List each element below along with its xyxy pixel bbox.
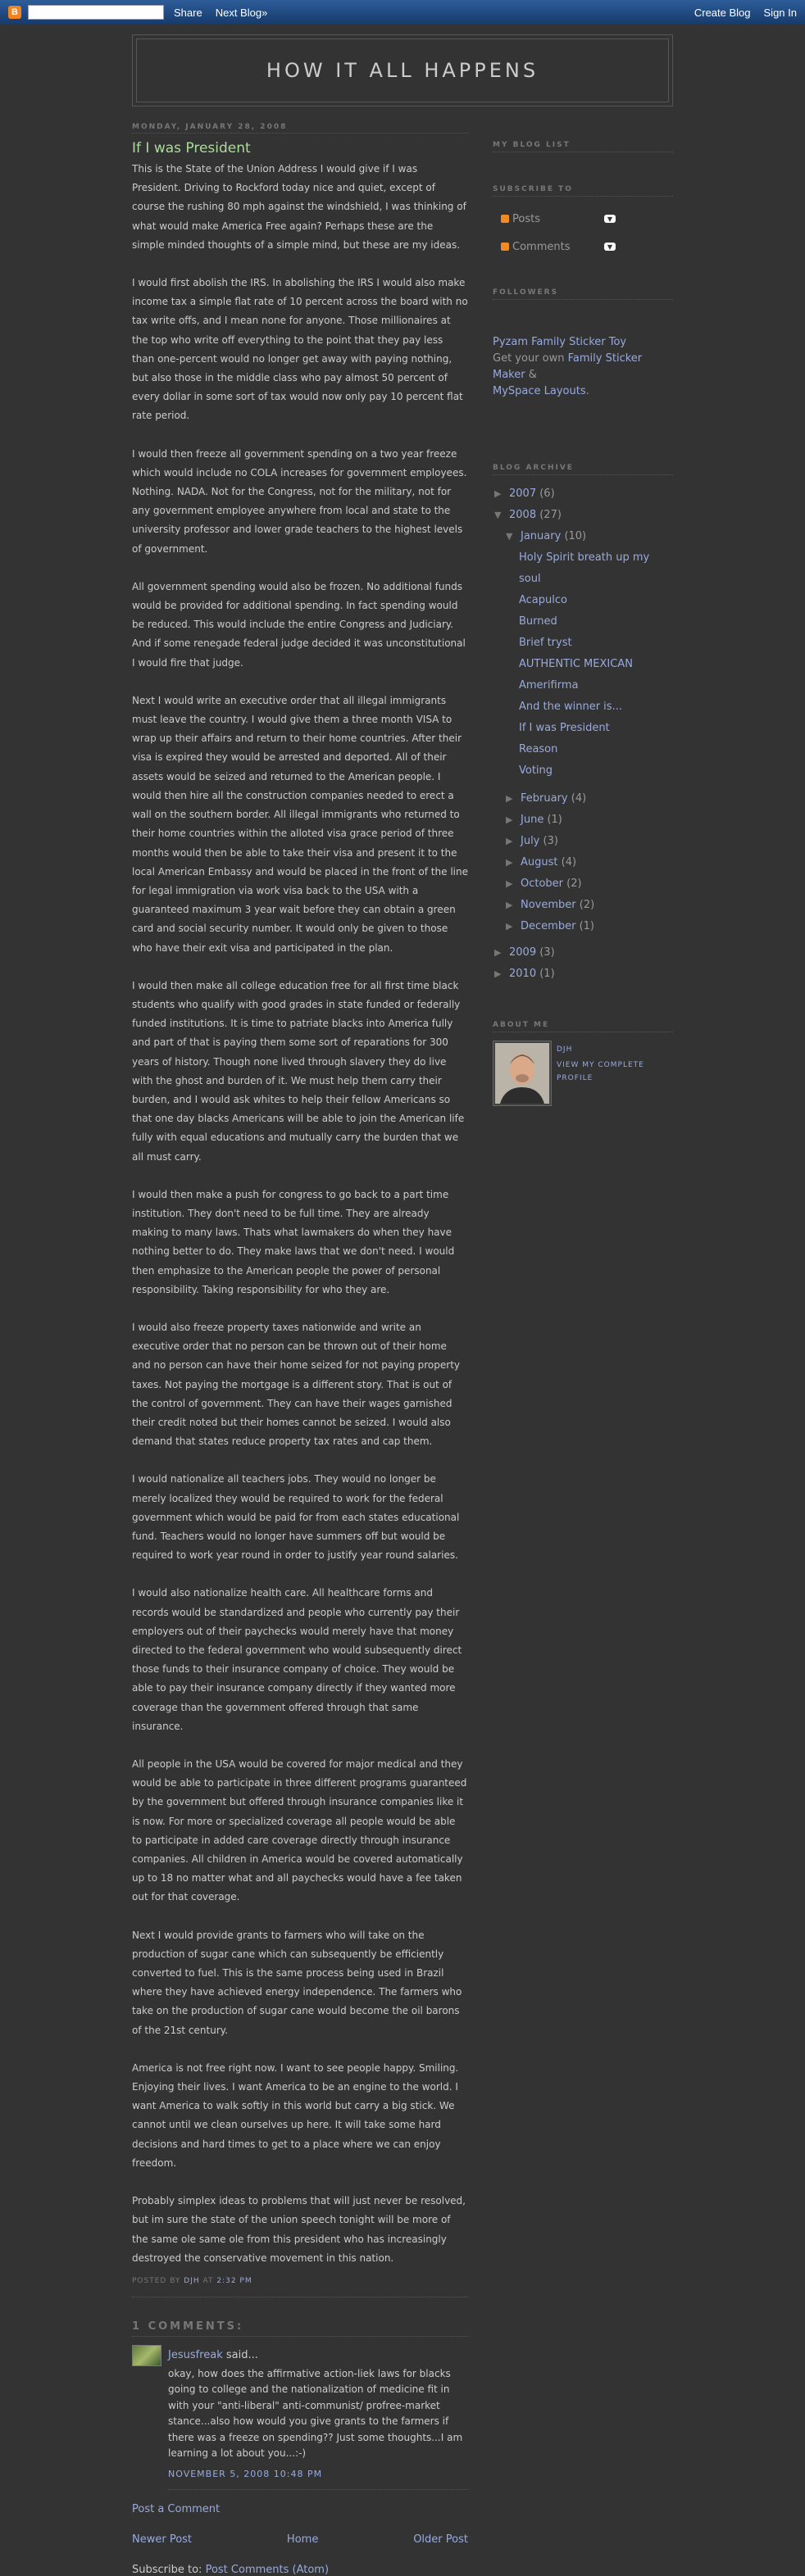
- archive-month-link[interactable]: July: [521, 835, 540, 847]
- comment-author-link[interactable]: Jesusfreak: [168, 2348, 223, 2361]
- archive-month: [493, 788, 673, 810]
- archive-month-link[interactable]: August: [521, 856, 558, 868]
- post-date: MONDAY, JANUARY 28, 2008: [132, 123, 468, 134]
- expand-arrow-icon[interactable]: ▶: [494, 488, 502, 499]
- archive-tree: [493, 483, 673, 985]
- archive-month: [493, 916, 673, 937]
- post-paragraph: I would then make all college education free for all first time black students who qualify with good grades in state funded or federally funded institutions. It is time to patriate blacks into America fully and part of that is paying them some sort of reparations for 300 years of history. Though none lived through slavery they do live with the ghost and burden of it. We must help them carry their burden, and I would ask whites to help their fellow Americans so that one day blacks Americans will be able to join the American life fully with equal educations and mutually carry the burden that we all must carry.: [132, 979, 465, 1163]
- post-time-link[interactable]: 2:32 PM: [216, 2276, 252, 2285]
- home-link[interactable]: Home: [286, 2533, 319, 2546]
- posted-at-label: AT: [202, 2276, 214, 2285]
- expand-arrow-icon[interactable]: ▶: [506, 814, 513, 825]
- post-paragraph: Next I would provide grants to farmers who will take on the production of sugar cane which can subsequently be efficiently converted to fuel. This is the same process being used in Brazil where they have achieved energy independence. The farmers who take on the production of sugar cane would become the oil barons of the 21st century.: [132, 1929, 462, 2036]
- comments-heading: 1 COMMENTS:: [132, 2320, 468, 2337]
- archive-month-january: [493, 526, 673, 547]
- commenter-avatar[interactable]: [132, 2345, 161, 2366]
- post-body: [132, 160, 468, 2268]
- archive-count: (2): [566, 878, 582, 890]
- create-blog-link[interactable]: Create Blog: [694, 6, 751, 19]
- dropdown-arrow-icon[interactable]: ▼: [604, 215, 616, 223]
- post-paragraph: All people in the USA would be covered for major medical and they would be able to participate in three different programs guaranteed by the government but offered through insurance companies like it is now. For more or specialized coverage all people would be able to participate in added care coverage directly through insurance companies. All children in America would be covered automatically up to 18 no matter what and all paychecks would have a fee taken out for that coverage.: [132, 1758, 467, 1903]
- archive-count: (27): [539, 509, 562, 521]
- archive-count: (1): [539, 968, 555, 980]
- archive-count: (6): [539, 488, 555, 500]
- archive-month-link[interactable]: October: [521, 878, 564, 890]
- about-name-link[interactable]: DJH: [557, 1045, 573, 1054]
- archive-post-link[interactable]: AUTHENTIC MEXICAN: [519, 658, 633, 670]
- next-blog-link[interactable]: Next Blog»: [215, 6, 268, 19]
- post-paragraph: I would then freeze all government spending on a two year freeze which would include no COLA increases for government employees. Nothing. NADA. Not for the Congress, not for the military, not for any government employee anywhere from local and state to the university professor and lower grade teachers to the highest levels of government.: [132, 447, 467, 555]
- post-paragraph: Next I would write an executive order that all illegal immigrants must leave the country. I would give them a three month VISA to wrap up their affairs and return to their home countries. After their visa is expired they would be arrested and deported. All of their assets would be seized and returned to the American people. I would then hire all the construction companies needed to erect a wall on the southern border. All illegal immigrants who returned to their home countries within the alloted visa grace period of three months would then be able to take their visa and present it to the local American Embassy and would be placed in the front of the line for legal immigration via work visa back to the USA with a guaranteed maximum 3 year wait before they can obtain a green card and social security number. It would only be given to those who have their exit visa and participated in the plan.: [132, 694, 468, 954]
- myspace-layouts-link[interactable]: MySpace Layouts: [493, 385, 586, 397]
- archive-year-link[interactable]: 2008: [509, 509, 537, 521]
- comment-item: [132, 2345, 468, 2490]
- blogger-logo-icon[interactable]: B: [8, 6, 21, 19]
- subscribe-line: [132, 2564, 468, 2576]
- older-post-link[interactable]: Older Post: [413, 2533, 468, 2546]
- archive-post-link[interactable]: Acapulco: [519, 594, 567, 606]
- archive-count: (4): [571, 792, 587, 805]
- my-blog-list-widget: [493, 141, 673, 152]
- expand-arrow-icon[interactable]: ▶: [506, 793, 513, 804]
- post-a-comment-link[interactable]: Post a Comment: [132, 2502, 221, 2515]
- post-footer: [132, 2277, 468, 2297]
- archive-year-2008: [493, 505, 673, 526]
- profile-portrait-icon: [495, 1043, 549, 1104]
- post-paragraph: All government spending would also be frozen. No additional funds would be provided for additional spending. In fact spending would be reduced. This would include the entire Congress and Judiciary. And if some renegade federal judge decided it was unconstitutional I would fire that judge.: [132, 580, 466, 669]
- archive-post-link[interactable]: Voting: [519, 764, 553, 777]
- archive-month-link[interactable]: December: [521, 920, 576, 932]
- expand-arrow-icon[interactable]: ▶: [506, 878, 513, 889]
- archive-month-link[interactable]: November: [521, 899, 576, 911]
- subscribe-comments[interactable]: [493, 233, 673, 261]
- main-column: [132, 123, 468, 2576]
- collapse-arrow-icon[interactable]: ▼: [494, 510, 502, 520]
- archive-year-2010: [493, 964, 673, 985]
- comment-body: okay, how does the affirmative action-liek laws for blacks going to college and the nationalization of medicine fit in with your "anti-liberal" anti-communist/ profree-market stance...also how would you give grants to the farmers if there was a freeze on spending?? Just some thoughts...I am learning a lot about you...:-): [168, 2367, 463, 2460]
- sidebar: [493, 123, 673, 2576]
- archive-post-link[interactable]: Burned: [519, 615, 557, 628]
- archive-year-link[interactable]: 2007: [509, 488, 537, 500]
- followers-heading: FOLLOWERS: [493, 288, 673, 300]
- subscribe-widget: [493, 185, 673, 261]
- navbar-search-input[interactable]: [28, 5, 164, 20]
- ampersand-label: &: [528, 369, 537, 381]
- archive-month: [493, 810, 673, 831]
- post-author-link[interactable]: DJH: [184, 2276, 200, 2285]
- family-sticker-maker-link[interactable]: Family Sticker Maker: [493, 352, 643, 381]
- archive-count: (3): [539, 946, 555, 959]
- post-paragraph: I would first abolish the IRS. In abolishing the IRS I would also make income tax a simple flat rate of 10 percent across the board with no tax write offs, and I mean none for anyone. Those millionaires at the top who write off everything to the point that they pay less than one-percent would no longer get away with paying nothing, but also those in the middle class who pay almost 50 percent of every dollar in some sort of tax would now only pay 10 percent flat rate period.: [132, 277, 468, 422]
- about-me-links: [557, 1041, 673, 1106]
- archive-year-2007: [493, 483, 673, 505]
- follower-period: .: [585, 385, 589, 397]
- blog-archive-widget: [493, 464, 673, 985]
- subscribe-label: Subscribe to:: [132, 2563, 202, 2576]
- archive-post-link[interactable]: Amerifirma: [519, 679, 579, 692]
- comment-said-label: said...: [225, 2348, 258, 2361]
- archive-year-link[interactable]: 2010: [509, 968, 537, 980]
- my-blog-list-heading: MY BLOG LIST: [493, 141, 673, 152]
- post-paragraph: I would nationalize all teachers jobs. They would no longer be merely localized they would be required to work for the federal government which would be paid for from each states educational fund. Teachers would no longer have summers off but would be required to work year round in order to justify year round salaries.: [132, 1473, 460, 1562]
- blog-header: [132, 34, 673, 107]
- post-paragraph: America is not free right now. I want to see people happy. Smiling. Enjoying their lives. I want America to be an engine to the world. I want America to walk softly in this world but carry a big stick. We cannot until we clean ourselves up here. It will take some hard decisions and hard times to get to a place where we can enjoy freedom.: [132, 2061, 459, 2169]
- archive-post-link[interactable]: Reason: [519, 743, 558, 755]
- about-me-heading: ABOUT ME: [493, 1021, 673, 1032]
- expand-arrow-icon[interactable]: ▶: [506, 900, 513, 910]
- sign-in-link[interactable]: Sign In: [763, 6, 797, 19]
- expand-arrow-icon[interactable]: ▶: [494, 947, 502, 958]
- view-profile-link[interactable]: VIEW MY COMPLETE PROFILE: [557, 1061, 644, 1082]
- post-paragraph: Probably simplex ideas to problems that will just never be resolved, but im sure the state of the union speech tonight will be more of the same ole same ole from this president who has increasingly destroyed the conservative movement in this nation.: [132, 2195, 466, 2264]
- archive-month: [493, 895, 673, 916]
- archive-count: (1): [579, 920, 594, 932]
- post-paragraph: I would also freeze property taxes nationwide and write an executive order that no person can be thrown out of their home and no person can have their home seized for not paying property taxes. Not paying the mortgage is a different story. That is out of the control of government. They can have their wages garnished their credit noted but their homes cannot be seized. I would also demand that states reduce property tax rates and cap them.: [132, 1321, 461, 1448]
- about-me-widget: [493, 1021, 673, 1106]
- feed-icon: [501, 215, 509, 223]
- expand-arrow-icon[interactable]: ▶: [506, 857, 513, 868]
- archive-post-link[interactable]: And the winner is...: [519, 701, 622, 713]
- subscribe-posts-label[interactable]: Posts: [512, 212, 540, 225]
- collapse-arrow-icon[interactable]: ▼: [506, 531, 513, 542]
- post-paragraph: I would then make a push for congress to go back to a part time institution. They don't need to be full time. They are already making to many laws. Thats what lawmakers do when they have nothing better to do. They make laws that we don't need. I would then emphasize to the American people the power of personal responsibility. Taking responsibility for who they are.: [132, 1188, 455, 1295]
- expand-arrow-icon[interactable]: ▶: [506, 921, 513, 932]
- archive-year-2009: [493, 942, 673, 964]
- profile-photo[interactable]: [493, 1041, 552, 1106]
- archive-month: [493, 831, 673, 852]
- subscribe-posts[interactable]: [493, 205, 673, 233]
- archive-january-posts: [493, 547, 673, 782]
- expand-arrow-icon[interactable]: ▶: [494, 968, 502, 979]
- archive-post-link[interactable]: Holy Spirit breath up my soul: [519, 551, 650, 585]
- archive-month-link[interactable]: February: [521, 792, 568, 805]
- expand-arrow-icon[interactable]: ▶: [506, 836, 513, 846]
- pyzam-link[interactable]: Pyzam Family Sticker Toy: [493, 336, 627, 348]
- followers-content: [493, 334, 673, 400]
- followers-widget: [493, 288, 673, 400]
- archive-count: (4): [561, 856, 577, 868]
- post-comments-atom-link[interactable]: Post Comments (Atom): [205, 2563, 330, 2576]
- blog-pager: [132, 2533, 468, 2546]
- blog-title[interactable]: HOW IT ALL HAPPENS: [136, 39, 669, 102]
- feed-icon: [501, 243, 509, 251]
- archive-count: (1): [547, 814, 562, 826]
- post-paragraph: This is the State of the Union Address I would give if I was President. Driving to Rockford today nice and quiet, except of course the rushing 80 mph against the windshield, I was thinking of what would make America Free again? Perhaps these are the simple minded thoughts of a simple mind, but these are my ideas.: [132, 163, 466, 251]
- archive-count: (10): [564, 530, 587, 542]
- posted-by-label: POSTED BY: [132, 2276, 181, 2285]
- newer-post-link[interactable]: Newer Post: [132, 2533, 193, 2546]
- comment-date-link[interactable]: NOVEMBER 5, 2008 10:48 PM: [168, 2469, 468, 2490]
- archive-month: [493, 873, 673, 895]
- archive-month-link[interactable]: January: [521, 530, 562, 542]
- post-title[interactable]: If I was President: [132, 140, 251, 156]
- comment-author: [168, 2345, 258, 2366]
- share-link[interactable]: Share: [174, 6, 202, 19]
- get-your-own-label: Get your own: [493, 352, 565, 365]
- archive-month-link[interactable]: June: [521, 814, 544, 826]
- archive-count: (2): [579, 899, 595, 911]
- blog-archive-heading: BLOG ARCHIVE: [493, 464, 673, 475]
- dropdown-arrow-icon[interactable]: ▼: [604, 243, 616, 251]
- archive-month: [493, 852, 673, 873]
- archive-count: (3): [543, 835, 558, 847]
- archive-post-link[interactable]: Brief tryst: [519, 637, 572, 649]
- subscribe-heading: SUBSCRIBE TO: [493, 185, 673, 197]
- archive-post-link[interactable]: If I was President: [519, 722, 610, 734]
- archive-year-link[interactable]: 2009: [509, 946, 537, 959]
- post-paragraph: I would also nationalize health care. All healthcare forms and records would be standardized and people who currently pay their employers out of their paychecks would merely have that money directed to the federal government who would subsequently direct those funds to their insurance company of choice. They would be able to pay their insurance company directly if they wanted more coverage than the government offered through that same insurance.: [132, 1587, 462, 1732]
- subscribe-comments-label[interactable]: Comments: [512, 240, 571, 253]
- blogger-navbar: [0, 0, 805, 25]
